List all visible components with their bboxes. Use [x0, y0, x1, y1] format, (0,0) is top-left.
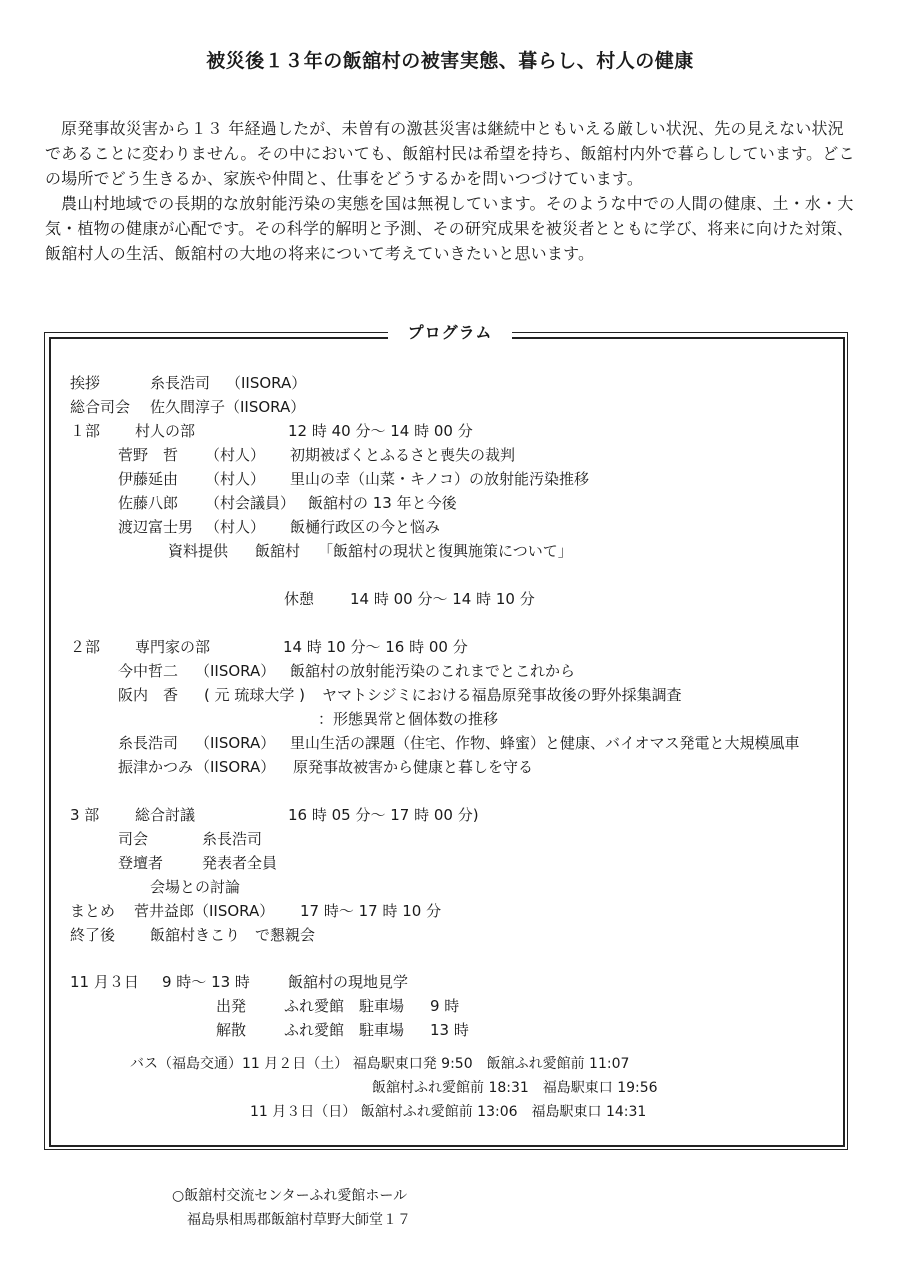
break-label: 休憩 [284, 590, 315, 608]
bus-line-3: 11 月３日（日） 飯舘村ふれ愛館前 13:06 福島駅東口 14:31 [250, 1104, 647, 1120]
part2-title: 専門家の部 [135, 638, 211, 656]
talk-speaker: 渡辺富士男 [118, 518, 194, 536]
part2-time: 14 時 10 分～ 16 時 00 分 [283, 638, 468, 656]
depart-time: 9 時 [430, 997, 460, 1015]
material-label: 資料提供 [168, 542, 229, 560]
depart-label: 出発 [216, 997, 247, 1015]
dismiss-place: ふれ愛館 駐車場 [284, 1021, 405, 1039]
summary-label: まとめ [70, 902, 116, 920]
after-text: 飯舘村きこり で懇親会 [150, 926, 316, 944]
talk-affiliation: （村人） [205, 470, 266, 488]
discussion-text: 会場との討論 [150, 878, 241, 896]
part1-time: 12 時 40 分～ 14 時 00 分 [288, 422, 473, 440]
part3-title: 総合討議 [135, 806, 196, 824]
panel-label: 登壇者 [118, 854, 164, 872]
greeting-label: 挨拶 [70, 374, 101, 392]
talk-topic: 里山生活の課題（住宅、作物、蜂蜜）と健康、バイオマス発電と大規模風車 [290, 734, 800, 752]
talk-topic: 飯舘村の放射能汚染のこれまでとこれから [290, 662, 576, 680]
talk-affiliation: （IISORA） [195, 734, 276, 752]
talk-topic-continued: ：形態異常と個体数の推移 [318, 710, 499, 728]
talk-topic: 飯舘村の 13 年と今後 [308, 494, 457, 512]
bus-line-1: バス（福島交通）11 月２日（土） 福島駅東口発 9:50 飯舘ふれ愛館前 11:07 [130, 1056, 630, 1072]
part1-label: １部 [70, 422, 101, 440]
talk-topic: 原発事故被害から健康と暮しを守る [293, 758, 534, 776]
talk-affiliation: （村会議員） [205, 494, 296, 512]
talk-affiliation: ( 元 琉球大学 ) [204, 686, 306, 704]
talk-speaker: 佐藤八郎 [118, 494, 179, 512]
tour-title: 飯舘村の現地見学 [288, 973, 409, 991]
panel-text: 発表者全員 [202, 854, 278, 872]
summary-time: 17 時～ 17 時 10 分 [300, 902, 442, 920]
venue-address: 福島県相馬郡飯舘村草野大師堂１７ [187, 1212, 411, 1228]
dismiss-label: 解散 [216, 1021, 247, 1039]
talk-speaker: 伊藤延由 [118, 470, 179, 488]
intro-paragraph-2: 農山村地域での長期的な放射能汚染の実態を国は無視しています。そのような中での人間の健康、土・水・大気・植物の健康が心配です。その科学的解明と予測、その研究成果を被災者とともに学び、将来に向けた対策、飯舘村人の生活、飯舘村の大地の将来について考えていきたいと思います。 [45, 194, 854, 263]
summary-text: 菅井益郎（IISORA） [134, 902, 275, 920]
talk-affiliation: （村人） [205, 446, 266, 464]
tour-time: 9 時～ 13 時 [162, 973, 250, 991]
talk-speaker: 菅野 哲 [118, 446, 179, 464]
material-title: 「飯舘村の現状と復興施策について」 [318, 542, 573, 560]
mc-label: 総合司会 [70, 398, 131, 416]
part3-time: 16 時 05 分～ 17 時 00 分) [288, 806, 479, 824]
talk-speaker: 振津かつみ [118, 758, 194, 776]
material-source: 飯舘村 [255, 542, 301, 560]
talk-affiliation: （IISORA） [195, 662, 276, 680]
talk-speaker: 今中哲二 [118, 662, 179, 680]
talk-topic: 里山の幸（山菜・キノコ）の放射能汚染推移 [290, 470, 589, 488]
venue-name: ○飯舘村交流センターふれ愛館ホール [172, 1188, 408, 1204]
intro-paragraph-1: 原発事故災害から１３ 年経過したが、未曽有の激甚災害は継続中ともいえる厳しい状況、先の見えない状況であることに変わりません。その中においても、飯舘村民は希望を持ち、飯舘村内外で暮らししています。どこの場所でどう生きるか、家族や仲間と、仕事をどうするかを問いつづけています。 [45, 119, 855, 188]
chair-label: 司会 [118, 830, 149, 848]
talk-topic: ヤマトシジミにおける福島原発事故後の野外採集調査 [322, 686, 682, 704]
greeting-affiliation: （IISORA） [226, 374, 307, 392]
mc-text: 佐久間淳子（IISORA） [150, 398, 306, 416]
depart-place: ふれ愛館 駐車場 [284, 997, 405, 1015]
tour-date: 11 月３日 [70, 973, 139, 991]
talk-affiliation: （IISORA） [195, 758, 276, 776]
talk-affiliation: （村人） [205, 518, 266, 536]
part3-label: 3 部 [70, 806, 100, 824]
page-title: 被災後１３年の飯舘村の被害実態、暮らし、村人の健康 [206, 50, 694, 72]
dismiss-time: 13 時 [430, 1021, 469, 1039]
talk-topic: 初期被ばくとふるさと喪失の裁判 [290, 446, 516, 464]
intro-text [45, 116, 857, 266]
break-time: 14 時 00 分～ 14 時 10 分 [350, 590, 535, 608]
talk-speaker: 阪内 香 [118, 686, 179, 704]
after-label: 終了後 [70, 926, 116, 944]
program-heading: プログラム [0, 320, 900, 343]
part2-label: ２部 [70, 638, 101, 656]
greeting-name: 糸長浩司 [150, 374, 211, 392]
part1-title: 村人の部 [135, 422, 196, 440]
bus-line-2: 飯舘村ふれ愛館前 18:31 福島駅東口 19:56 [372, 1080, 658, 1096]
chair-name: 糸長浩司 [202, 830, 263, 848]
talk-topic: 飯樋行政区の今と悩み [290, 518, 441, 536]
talk-speaker: 糸長浩司 [118, 734, 179, 752]
